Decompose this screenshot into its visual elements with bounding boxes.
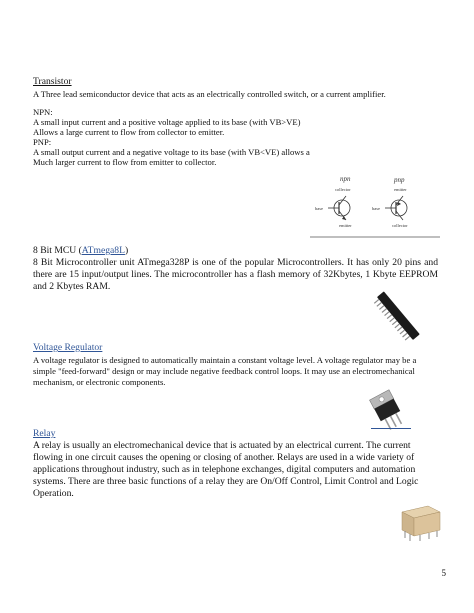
- regulator-line-3: mechanism, or electronic components.: [33, 377, 166, 387]
- relay-line-4: systems. There are three basic functions of a relay they are On/Off Control, Limit Control and Logic: [33, 476, 419, 487]
- page-number: 5: [441, 568, 446, 578]
- npn-title: npn: [340, 175, 351, 183]
- voltage-regulator-image: [368, 386, 418, 430]
- npn-line-2: Allows a large current to flow from collector to emitter.: [33, 127, 225, 137]
- pnp-side-label: base: [372, 206, 380, 211]
- transistor-heading: Transistor: [33, 76, 72, 87]
- pnp-line-2: Much larger current to flow from emitter to collector.: [33, 157, 217, 167]
- mcu-body: 8 Bit Microcontroller unit ATmega328P is one of the popular Microcontrollers. It has only 20 pins and there are 15 input/output lines. The microcontroller has a flash memory of 32Kbytes, 1 Kbyte EEPROM and 2 Kbytes RAM.: [33, 257, 438, 292]
- pnp-bottom-label: collector: [392, 223, 408, 228]
- mcu-heading: [33, 245, 128, 257]
- npn-line-1: A small input current and a positive voltage applied to its base (with VB>VE): [33, 117, 301, 127]
- relay-line-2: flowing in one circuit causes the opening or closing of another. Relays are used in a wide variety of: [33, 452, 415, 463]
- regulator-line-1: A voltage regulator is designed to automatically maintain a constant voltage level. A voltage regulator may be a: [33, 355, 417, 365]
- npn-bottom-label: emitter: [339, 223, 352, 228]
- image-underline: [371, 428, 411, 429]
- npn-side-label: base: [315, 206, 323, 211]
- voltage-regulator-link[interactable]: Voltage Regulator: [33, 342, 103, 353]
- transistor-description: A Three lead semiconductor device that acts as an electrically controlled switch, or a current amplifier.: [33, 89, 386, 99]
- atmega8l-link[interactable]: ATmega8L: [81, 245, 125, 256]
- mcu-heading-suffix: ): [124, 245, 129, 256]
- pnp-line-1: A small output current and a negative voltage to its base (with VB<VE) allows a: [33, 147, 310, 157]
- regulator-line-2: simple "feed-forward" design or may include negative feedback control loops. It may use an electromechanical: [33, 366, 415, 376]
- relay-link[interactable]: Relay: [33, 428, 56, 439]
- relay-line-1: A relay is usually an electromechanical device that is actuated by an electrical current. The current: [33, 440, 411, 451]
- relay-image: [396, 500, 444, 544]
- pnp-label: PNP:: [33, 137, 52, 147]
- npn-label: NPN:: [33, 107, 53, 117]
- relay-line-5: Operation.: [33, 488, 74, 499]
- pnp-top-label: emitter: [394, 187, 407, 192]
- transistor-symbols-diagram: [302, 172, 444, 242]
- pnp-title: pnp: [394, 176, 405, 184]
- npn-top-label: collector: [335, 187, 351, 192]
- mcu-heading-prefix: 8 Bit MCU (: [33, 245, 82, 256]
- relay-line-3: applications throughout industry, such as in telephone exchanges, digital computers and automation: [33, 464, 416, 475]
- dip-ic-image: [368, 285, 428, 347]
